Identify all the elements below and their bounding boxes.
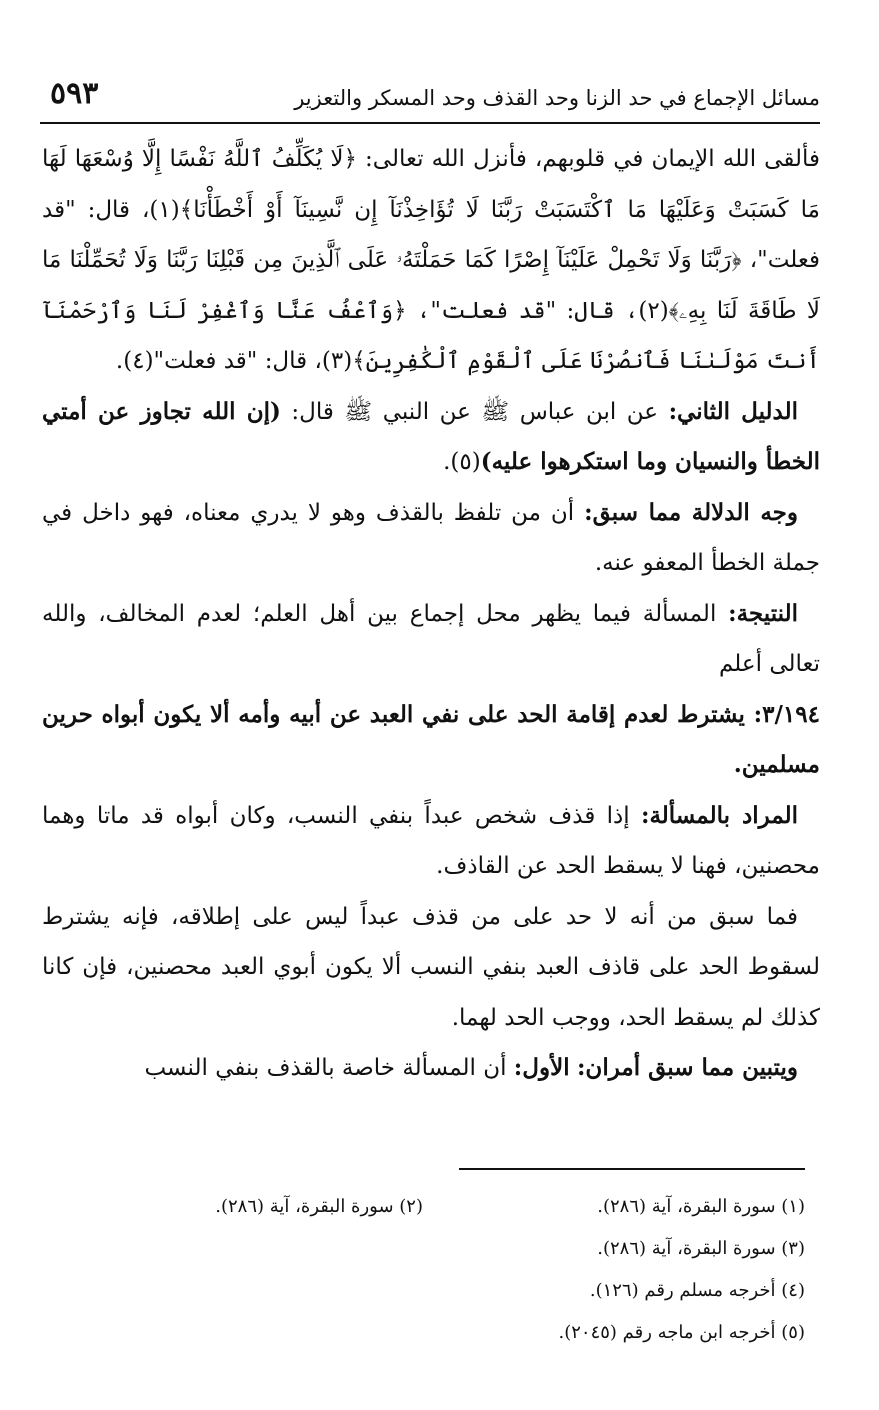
hadith-text: (إن الله تجاوز عن أمتي الخطأ والنسيان وما استكرهوا عليه) bbox=[42, 397, 820, 475]
footnote-row bbox=[40, 1228, 805, 1270]
footnote-3: (٣) سورة البقرة، آية (٢٨٦). bbox=[597, 1238, 805, 1259]
paragraph-result bbox=[42, 589, 820, 690]
body-text bbox=[42, 134, 820, 1094]
label-intended-meaning: المراد بالمسألة: bbox=[640, 801, 799, 829]
footnote-separator bbox=[459, 1168, 805, 1170]
paragraph-condition: فما سبق من أنه لا حد على من قذف عبداً ليس على إطلاقه، فإنه يشترط لسقوط الحد على قاذف العبد بنفي النسب ألا يكون أبوي العبد محصنين، فإن كانا كذلك لم يسقط الحد، ووجب الحد لهما. bbox=[42, 903, 820, 1031]
footnote-5: (٥) أخرجه ابن ماجه رقم (٢٠٤٥). bbox=[558, 1322, 805, 1343]
label-evidence-aspect: وجه الدلالة مما سبق: bbox=[584, 498, 798, 526]
footnote-row bbox=[40, 1270, 805, 1312]
paragraph-evidence-aspect bbox=[42, 488, 820, 589]
paragraph-quran-verse: فألقى الله الإيمان في قلوبهم، فأنزل الله تعالى: ﴿لَا يُكَلِّفُ ٱللَّهُ نَفْسًا إِلَّا وُسْعَهَا لَهَا مَا كَسَبَتْ وَعَلَيْهَا مَا ٱكْتَسَبَتْ رَبَّنَا لَا تُؤَاخِذْنَآ إِن نَّسِينَآ أَوْ أَخْطَأْنَا﴾(١)، قال: "قد فعلت"، ﴿رَبَّنَا وَلَا تَحْمِلْ عَلَيْنَآ إِصْرًا كَمَا حَمَلْتَهُۥ عَلَى ٱلَّذِينَ مِن قَبْلِنَا رَبَّنَا وَلَا تُحَمِّلْنَا مَا لَا طَاقَةَ لَنَا بِهِۦ﴾(٢)، قال: "قد فعلت"، ﴿وَٱعْفُ عَنَّا وَٱغْفِرْ لَنَا وَٱرْحَمْنَآ أَنتَ مَوْلَىٰنَا فَٱنصُرْنَا عَلَى ٱلْقَوْمِ ٱلْكَٰفِرِينَ﴾(٣)، قال: "قد فعلت"(٤). bbox=[42, 146, 821, 374]
section-heading: ٣/١٩٤: يشترط لعدم إقامة الحد على نفي العبد عن أبيه وأمه ألا يكون أبواه حرين مسلمين. bbox=[42, 700, 820, 778]
paragraph-two-matters bbox=[42, 1043, 820, 1094]
result-text: المسألة فيما يظهر محل إجماع بين أهل العلم؛ لعدم المخالف، والله تعالى أعلم bbox=[42, 600, 820, 677]
narration-text: عن ابن عباس ﷺ عن النبي ﷺ قال: bbox=[291, 398, 659, 425]
footnote-1: (١) سورة البقرة، آية (٢٨٦). bbox=[597, 1196, 805, 1217]
first-matter-text: أن المسألة خاصة بالقذف بنفي النسب bbox=[144, 1055, 507, 1081]
label-second-evidence: الدليل الثاني: bbox=[668, 397, 799, 425]
footnote-row bbox=[40, 1312, 805, 1354]
running-title: مسائل الإجماع في حد الزنا وحد القذف وحد المسكر والتعزير bbox=[294, 86, 820, 110]
footnote-row bbox=[40, 1186, 805, 1228]
two-matters-intro: ويتبين مما سبق أمران: bbox=[576, 1054, 798, 1081]
label-first: الأول: bbox=[513, 1054, 570, 1081]
evidence-aspect-text: أن من تلفظ بالقذف وهو لا يدري معناه، فهو داخل في جملة الخطأ المعفو عنه. bbox=[42, 499, 820, 576]
footnote-ref-5: (٥). bbox=[443, 449, 481, 475]
footnote-4: (٤) أخرجه مسلم رقم (١٢٦). bbox=[589, 1280, 805, 1301]
label-result: النتيجة: bbox=[728, 599, 798, 627]
paragraph-second-evidence bbox=[42, 387, 820, 488]
page-number: ٥٩٣ bbox=[50, 76, 99, 111]
intended-meaning-text: إذا قذف شخص عبداً بنفي النسب، وكان أبواه قد ماتا وهما محصنين، فهنا لا يسقط الحد عن القاذف. bbox=[42, 802, 820, 879]
page-header bbox=[40, 72, 820, 124]
footnote-2: (٢) سورة البقرة، آية (٢٨٦). bbox=[215, 1196, 423, 1217]
paragraph-intended-meaning bbox=[42, 791, 820, 892]
footnotes bbox=[40, 1186, 805, 1354]
